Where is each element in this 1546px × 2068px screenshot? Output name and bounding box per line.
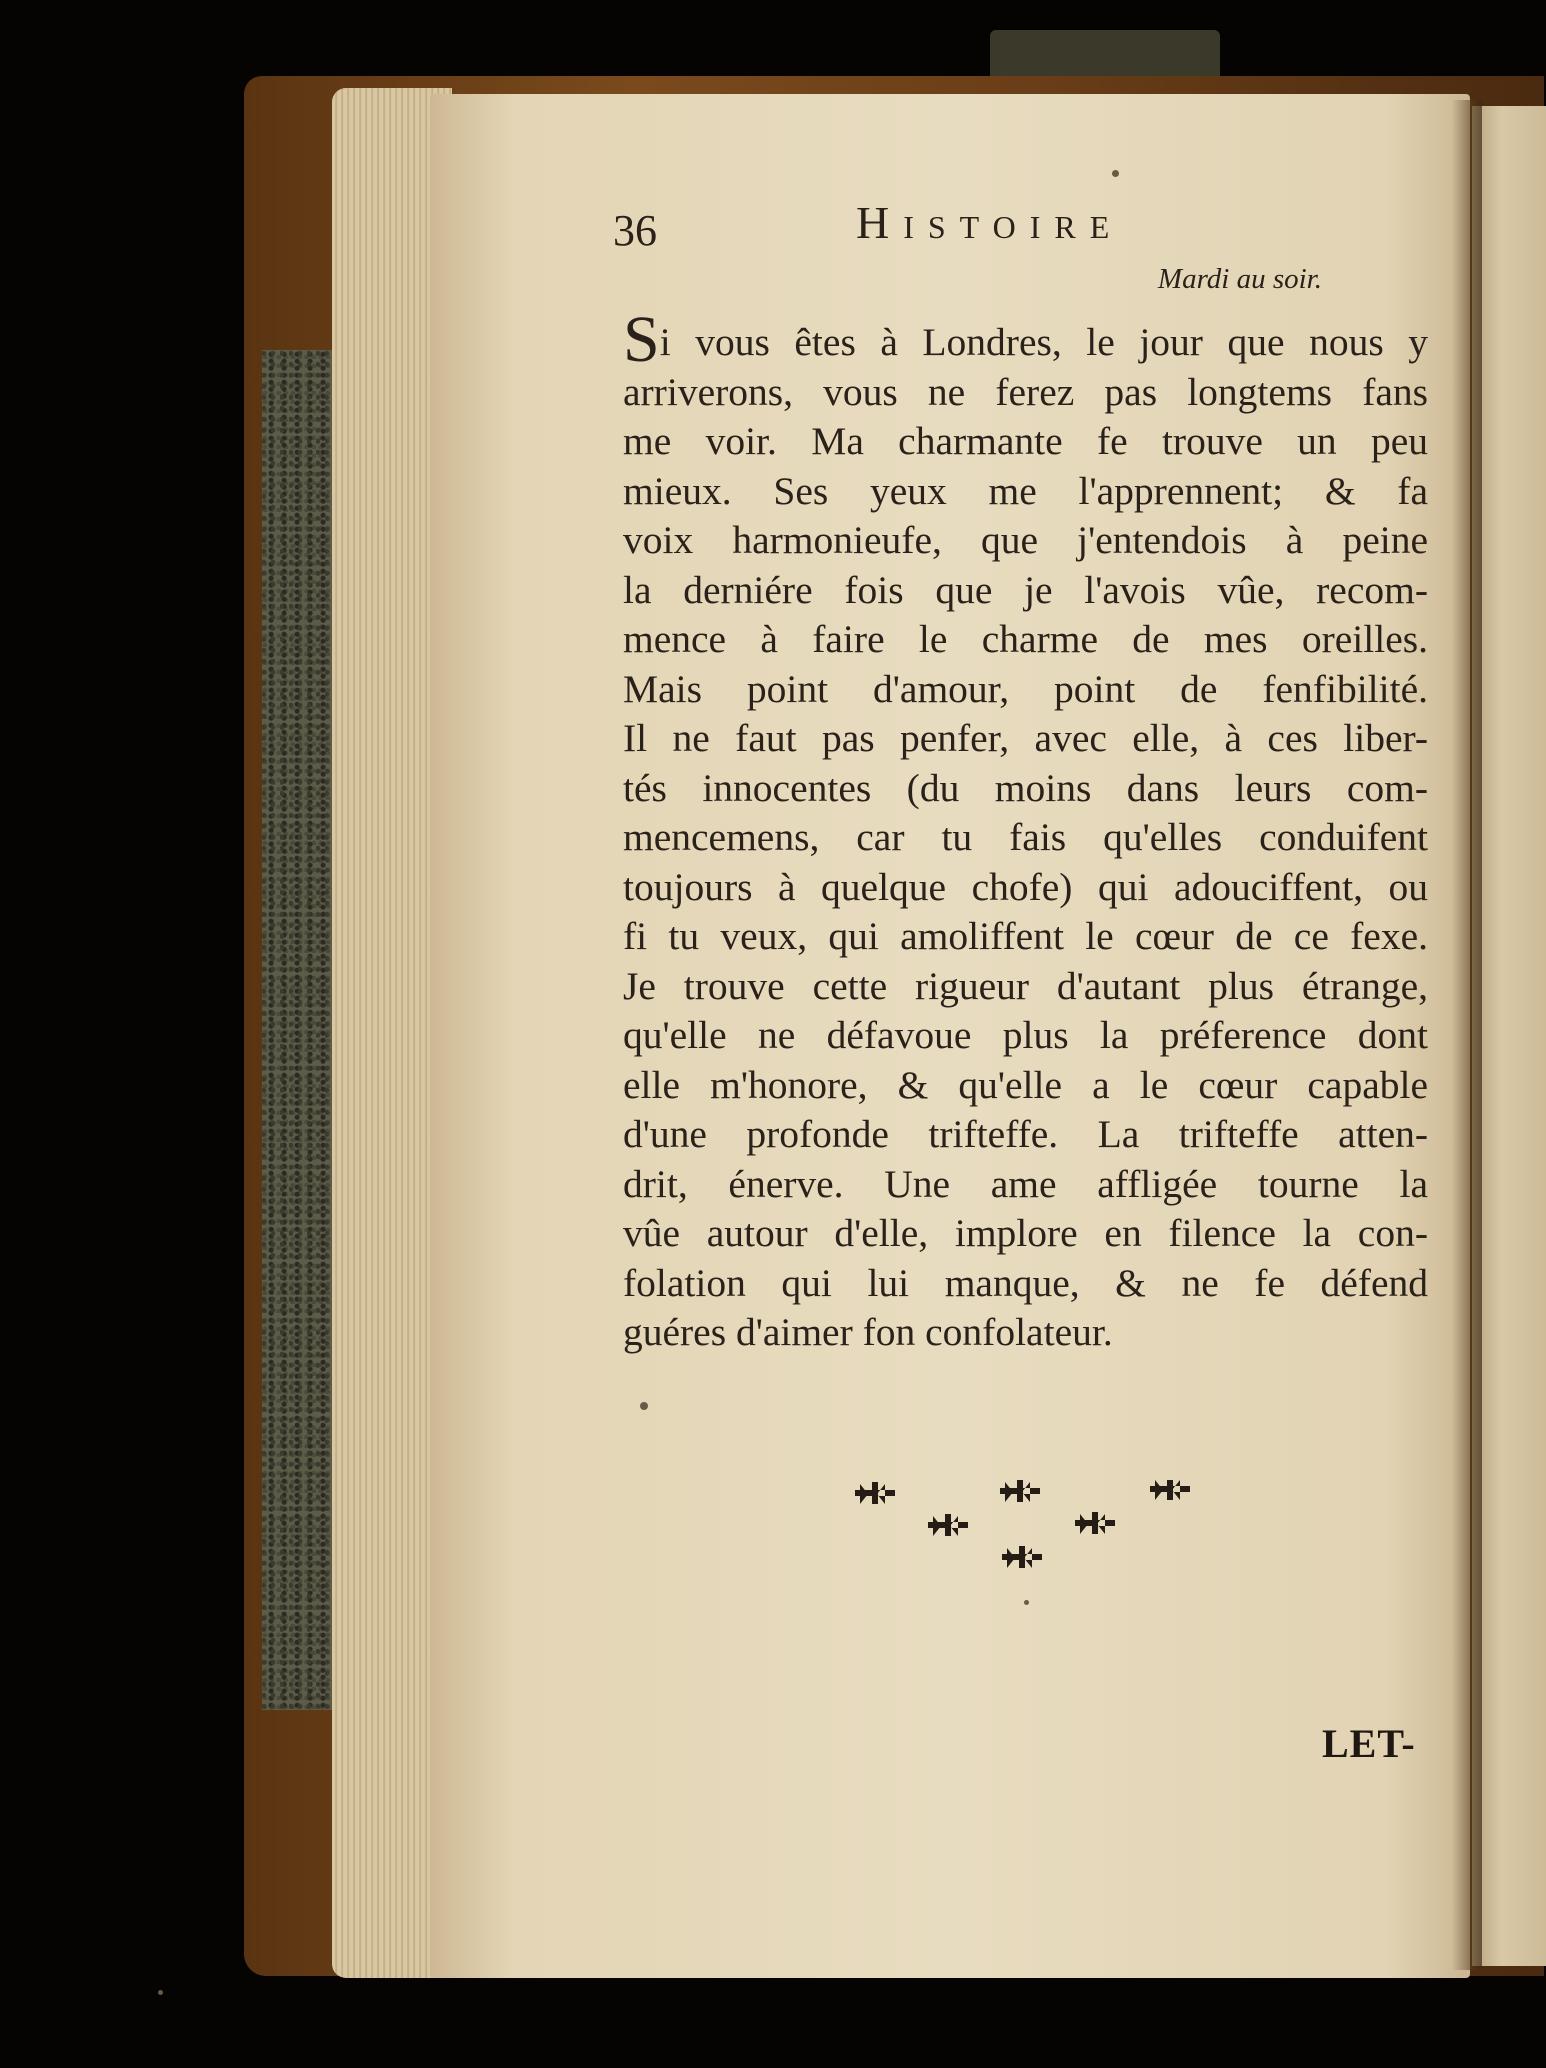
text-line: toujours à quelque chofe) qui adouciffent, ou	[623, 864, 1428, 909]
ornament-flower-icon	[928, 1514, 968, 1536]
catchword: LET-	[1322, 1721, 1416, 1766]
text-line: mencemens, car tu fais qu'elles conduifent	[623, 815, 1428, 859]
text-line: arriverons, vous ne ferez pas longtems fans	[623, 369, 1428, 414]
text-line: Si vous êtes à Londres, le jour que nous y	[623, 303, 1428, 376]
dateline: Mardi au soir.	[1157, 263, 1322, 295]
drop-cap: S	[623, 303, 660, 376]
text-line: mence à faire le charme de mes oreilles.	[623, 617, 1428, 661]
text-line: guéres d'aimer fon confolateur.	[623, 1310, 1113, 1354]
text-line: Je trouve cette rigueur d'autant plus étrange,	[623, 963, 1428, 1008]
ornament-row-middle	[928, 1512, 1115, 1536]
ornament-flower-icon	[855, 1482, 895, 1504]
text-line: fi tu veux, qui amoliffent le cœur de ce fexe.	[623, 914, 1428, 958]
letter-body	[623, 303, 1428, 1358]
text-line: voix harmonieufe, que j'entendois à peine	[623, 518, 1428, 562]
text-line: tés innocentes (du moins dans leurs com-	[623, 765, 1428, 810]
text-line: d'une profonde trifteffe. La trifteffe atten-	[623, 1112, 1428, 1156]
paper-speck	[1024, 1600, 1029, 1605]
paper-speck	[1112, 170, 1119, 177]
text-line: Mais point d'amour, point de fenfibilité.	[623, 666, 1428, 711]
text-line: qu'elle ne défavoue plus la préference dont	[623, 1013, 1428, 1057]
text-line: folation qui lui manque, & ne fe défend	[623, 1260, 1428, 1305]
page-number: 36	[613, 206, 657, 255]
ornament-flower-icon	[1150, 1480, 1190, 1500]
text-line: me voir. Ma charmante fe trouve un peu	[623, 419, 1428, 463]
text-line: elle m'honore, & qu'elle a le cœur capable	[623, 1062, 1428, 1107]
gutter-shadow	[1452, 100, 1482, 1970]
ornament-flower-icon	[1000, 1480, 1040, 1502]
ornament-row-bottom	[1002, 1546, 1042, 1568]
text-line: drit, énerve. Une ame affligée tourne la	[623, 1161, 1428, 1206]
dust-speck	[158, 1990, 163, 1995]
ornament-row-top	[855, 1480, 1190, 1504]
ornament-flower-icon	[1002, 1546, 1042, 1568]
text-line: la derniére fois que je l'avois vûe, recom-	[623, 567, 1428, 612]
paper-speck	[640, 1402, 648, 1410]
text-line: mieux. Ses yeux me l'apprennent; & fa	[623, 468, 1428, 513]
text-line: Il ne faut pas penfer, avec elle, à ces liber-	[623, 716, 1428, 760]
printers-ornament	[850, 1480, 1250, 1600]
text-line: vûe autour d'elle, implore en filence la con-	[623, 1211, 1428, 1255]
ornament-flower-icon	[1075, 1512, 1115, 1534]
right-page-edge	[1472, 106, 1546, 1966]
running-head: Histoire	[856, 197, 1124, 248]
